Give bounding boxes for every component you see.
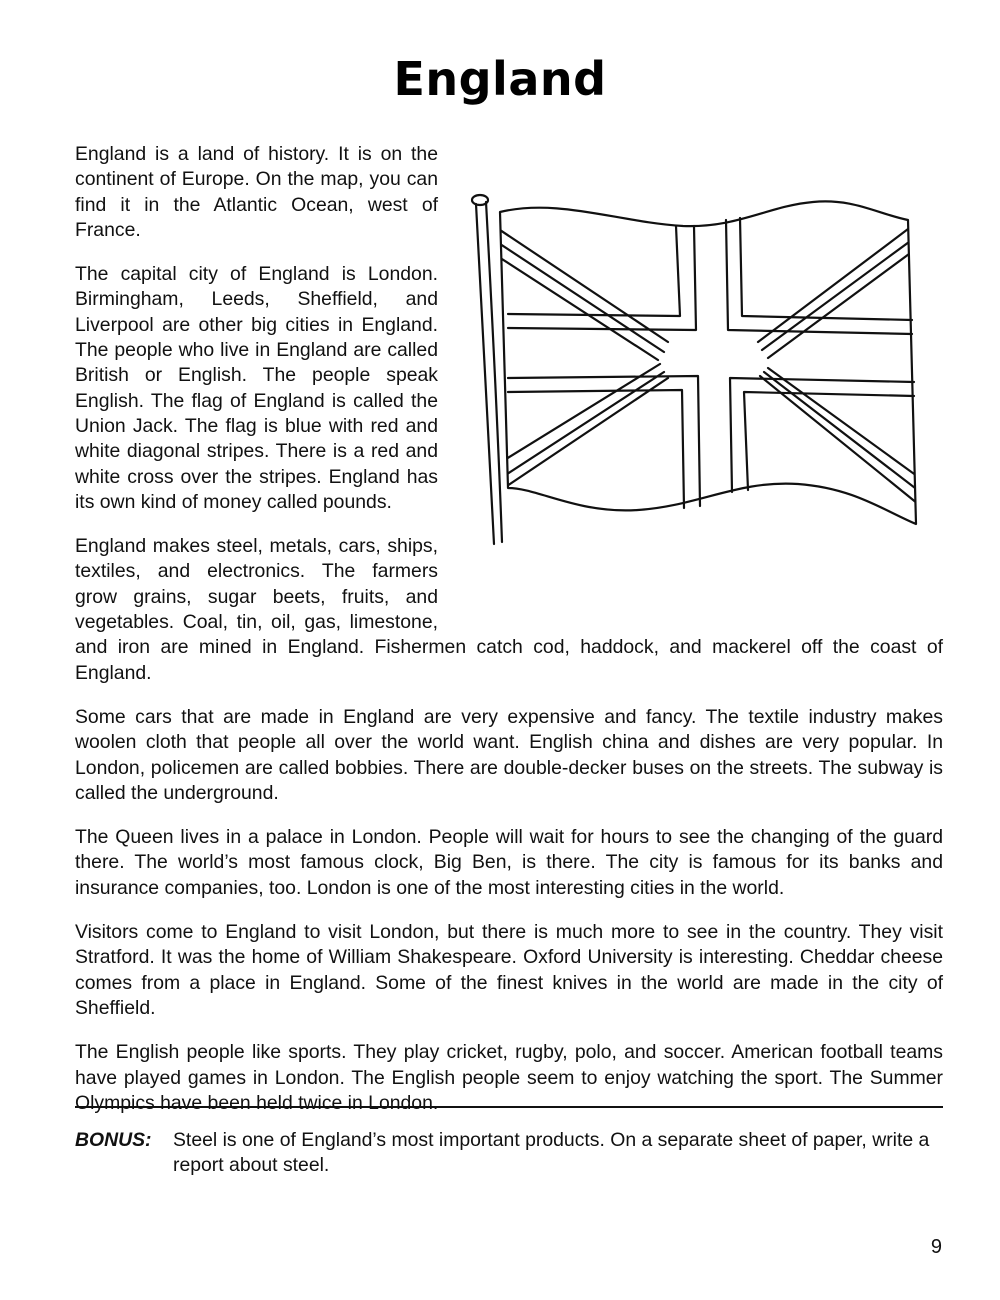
paragraph-products: Some cars that are made in England are very expensive and fancy. The textile industry makes woolen cloth that people all over the world want. English china and dishes are very popular. In London, policemen are called bobbies. There are double-decker buses on the streets. The subway is called the underground. — [75, 705, 943, 804]
paragraph-location: England is a land of history. It is on the continent of Europe. On the map, you can find it in the Atlantic Ocean, west of France. — [75, 143, 438, 241]
flag-space — [438, 142, 943, 612]
paragraph-industry: England makes steel, metals, cars, ships, textiles, and electronics. The farmers grow grains, sugar beets, fruits, and vegetables. Coal, tin, oil, gas, limestone, and iron are mined in England. Fishermen catch cod, haddock, and mackerel off the coast of England. — [75, 535, 943, 684]
page-number: 9 — [930, 1236, 942, 1258]
paragraph-london: The Queen lives in a palace in London. People will wait for hours to see the changing of the guard there. The world’s most famous clock, Big Ben, is there. The city is famous for its banks and insurance companies, too. London is one of the most interesting cities in the world. — [75, 826, 943, 899]
page-title: England — [393, 52, 607, 106]
paragraph-sports: The English people like sports. They play cricket, rugby, polo, and soccer. American football teams have played games in London. The English people seem to enjoy watching the sport. The Summer Olympics have been held twice in London. — [75, 1041, 943, 1114]
article-body — [75, 142, 943, 1135]
bonus-section — [75, 1128, 943, 1179]
paragraph-capital: The capital city of England is London. Birmingham, Leeds, Sheffield, and Liverpool are other big cities in England. The people who live in England are called British or English. The people speak English. The flag of England is called the Union Jack. The flag is blue with red and white diagonal stripes. There is a red and white cross over the stripes. England has its own kind of money called pounds. — [75, 263, 438, 513]
bonus-text: Steel is one of England’s most important products. On a separate sheet of paper, write a report about steel. — [173, 1129, 930, 1177]
paragraph-visitors: Visitors come to England to visit London, but there is much more to see in the country. They visit Stratford. It was the home of William Shakespeare. Oxford University is interesting. Cheddar cheese comes from a place in England. Some of the finest knives in the world are made in the city of Sheffield. — [75, 921, 943, 1019]
bonus-label: BONUS: — [75, 1129, 152, 1151]
section-divider — [75, 1106, 943, 1108]
